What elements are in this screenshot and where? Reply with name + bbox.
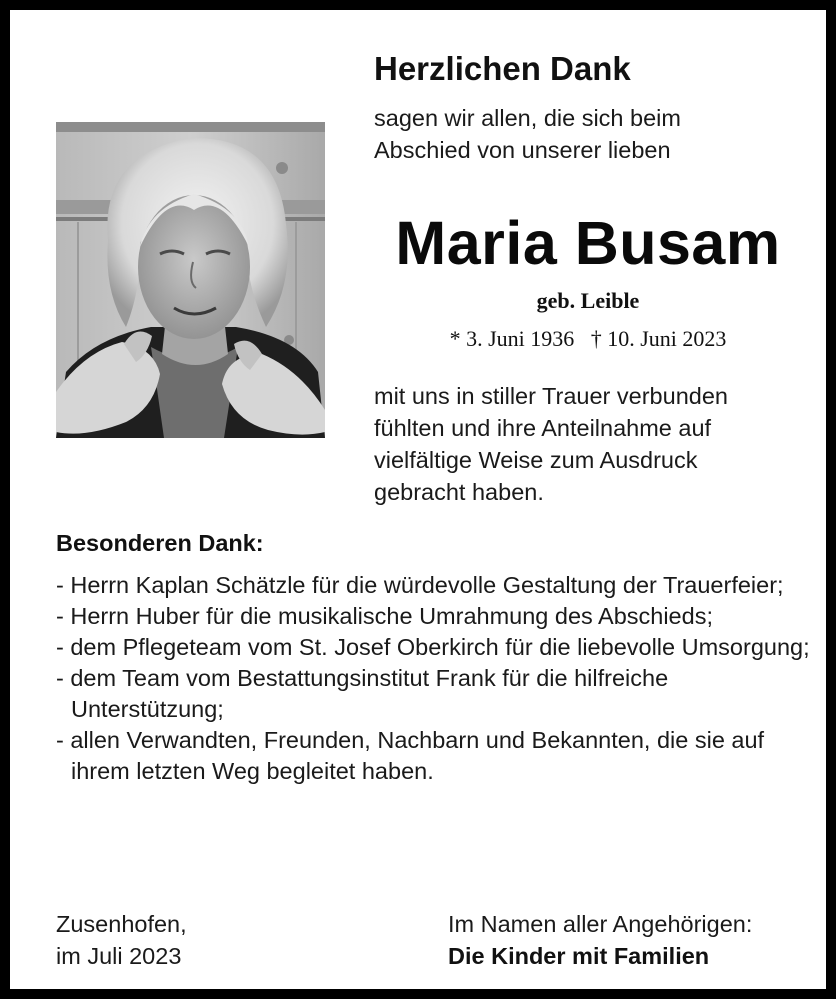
special-thanks-heading: Besonderen Dank:	[56, 530, 264, 556]
birth-date: * 3. Juni 1936	[449, 326, 575, 351]
body-text	[374, 380, 728, 508]
special-thanks-list	[56, 570, 816, 787]
body-line: mit uns in stiller Trauer verbunden	[374, 383, 728, 409]
portrait-photo	[56, 122, 325, 438]
place-date	[56, 908, 187, 972]
body-line: vielfältige Weise zum Ausdruck	[374, 447, 698, 473]
body-line: fühlten und ihre Anteilnahme auf	[374, 415, 712, 441]
death-date: † 10. Juni 2023	[590, 326, 727, 351]
heading: Herzlichen Dank	[374, 50, 631, 87]
thanks-item: - dem Team vom Bestattungsinstitut Frank für die hilfreiche Unterstützung;	[56, 665, 669, 722]
birth-name: geb. Leible	[536, 288, 640, 313]
place: Zusenhofen,	[56, 911, 187, 937]
intro-line: Abschied von unserer lieben	[374, 137, 671, 163]
body-line: gebracht haben.	[374, 479, 544, 505]
deceased-name: Maria Busam	[395, 209, 781, 277]
signoff-family: Die Kinder mit Familien	[448, 943, 710, 969]
signoff-line: Im Namen aller Angehörigen:	[448, 911, 753, 937]
thanks-item: - Herrn Kaplan Schätzle für die würdevolle Gestaltung der Trauerfeier;	[56, 572, 784, 598]
thanks-item: - Herrn Huber für die musikalische Umrahmung des Abschieds;	[56, 603, 713, 629]
life-dates	[382, 326, 794, 352]
intro-text	[374, 102, 681, 166]
intro-line: sagen wir allen, die sich beim	[374, 105, 681, 131]
signoff	[448, 908, 752, 972]
thanks-item: - dem Pflegeteam vom St. Josef Oberkirch für die liebevolle Umsorgung;	[56, 634, 810, 660]
thanks-item: - allen Verwandten, Freunden, Nachbarn und Bekannten, die sie auf ihrem letzten Weg begleitet haben.	[56, 727, 765, 784]
date: im Juli 2023	[56, 943, 182, 969]
